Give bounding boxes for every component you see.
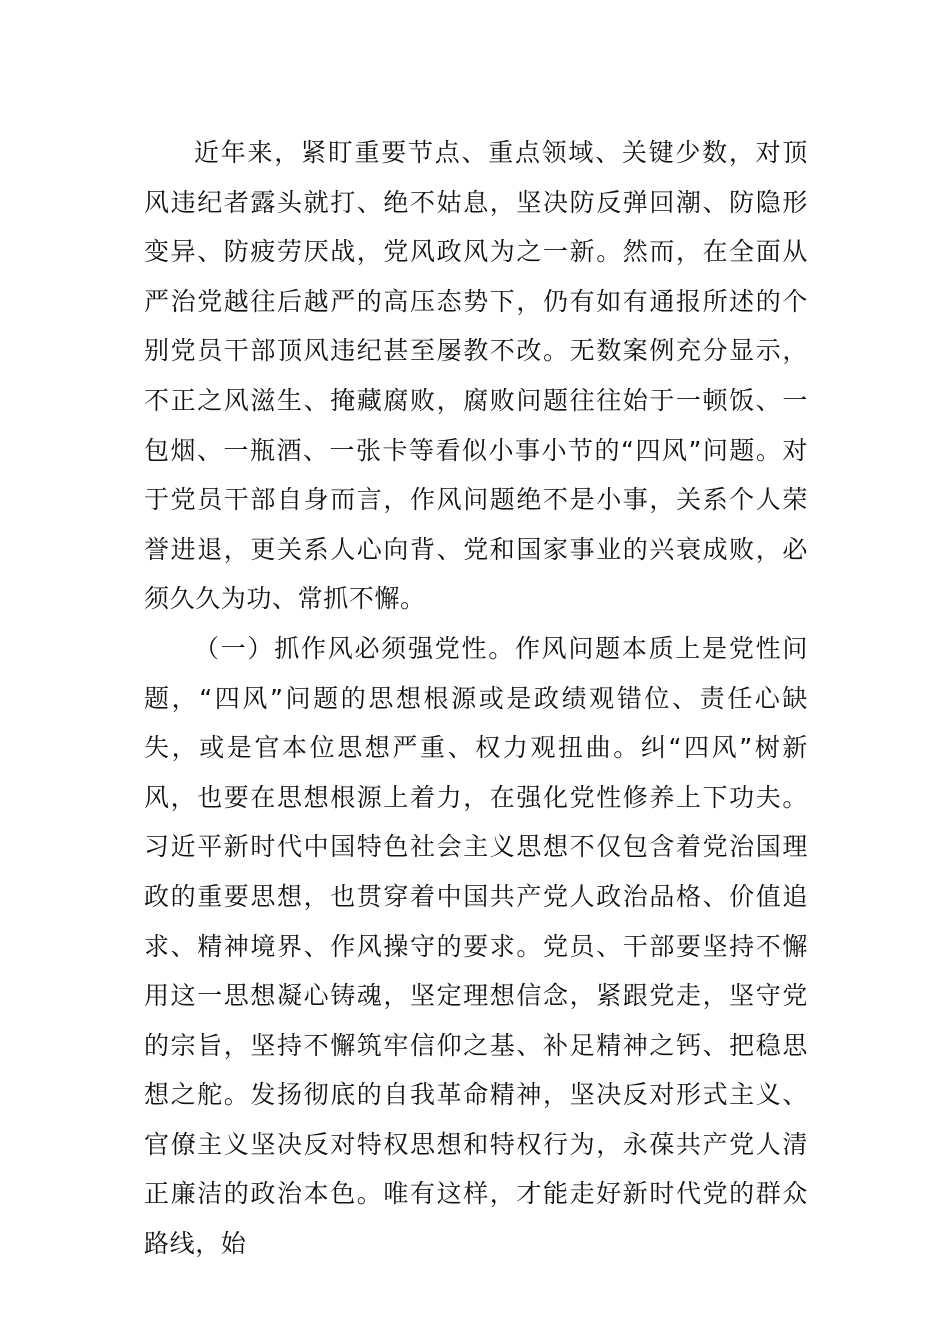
paragraph-section-one: （一）抓作风必须强党性。作风问题本质上是党性问题，“四风”问题的思想根源或是政绩观错位、责任心缺失，或是官本位思想严重、权力观扭曲。纠“四风”树新风，也要在思想根源上着力，在强化党性修养上下功夫。习近平新时代中国特色社会主义思想不仅包含着党治国理政的重要思想，也贯穿着中国共产党人政治品格、价值追求、精神境界、作风操守的要求。党员、干部要坚持不懈用这一思想凝心铸魂，坚定理想信念，紧跟党走，坚守党的宗旨，坚持不懈筑牢信仰之基、补足精神之钙、把稳思想之舵。发扬彻底的自我革命精神，坚决反对形式主义、官僚主义坚决反对特权思想和特权行为，永葆共产党人清正廉洁的政治本色。唯有这样，才能走好新时代党的群众路线，始 [144, 633, 808, 1259]
paragraph-intro: 近年来，紧盯重要节点、重点领域、关键少数，对顶风违纪者露头就打、绝不姑息，坚决防反弹回潮、防隐形变异、防疲劳厌战，党风政风为之一新。然而，在全面从严治党越往后越严的高压态势下，仍有如有通报所述的个别党员干部顶风违纪甚至屡教不改。无数案例充分显示，不正之风滋生、掩藏腐败，腐败问题往往始于一顿饭、一包烟、一瓶酒、一张卡等看似小事小节的“四风”问题。对于党员干部自身而言，作风问题绝不是小事，关系个人荣誉进退，更关系人心向背、党和国家事业的兴衰成败，必须久久为功、常抓不懈。 [144, 138, 808, 614]
document-body [144, 128, 808, 1269]
